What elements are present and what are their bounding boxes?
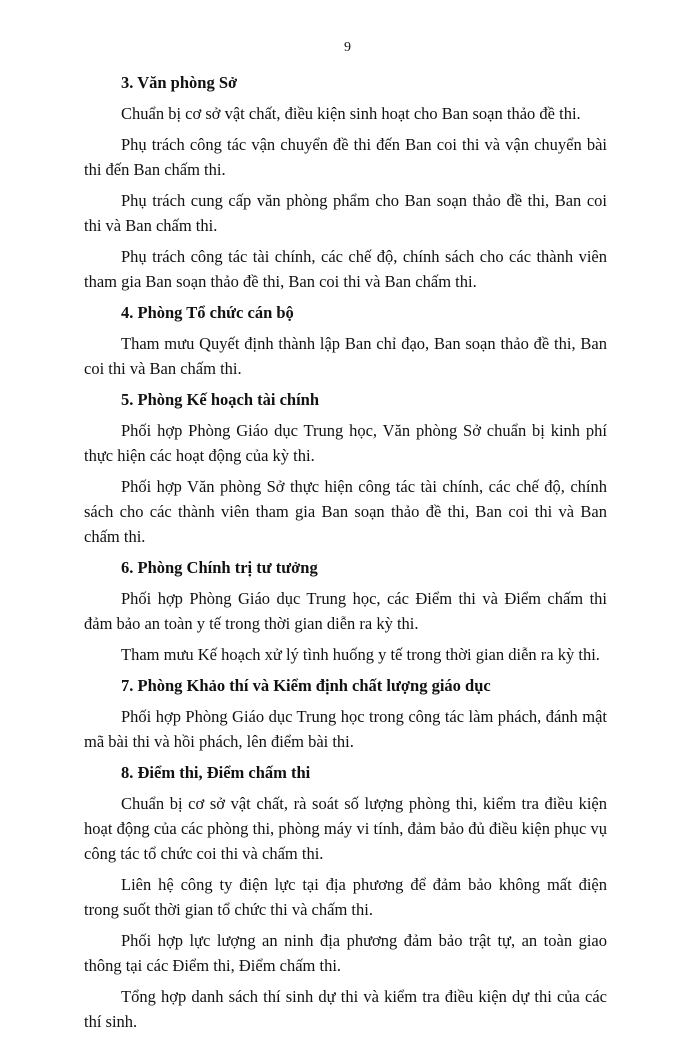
- paragraph: Tham mưu Quyết định thành lập Ban chỉ đạo, Ban soạn thảo đề thi, Ban coi thi và Ban chấm thi.: [84, 334, 607, 378]
- paragraph: Tham mưu Kế hoạch xử lý tình huống y tế trong thời gian diễn ra kỳ thi.: [121, 645, 600, 664]
- section-heading: 8. Điểm thi, Điểm chấm thi: [121, 763, 311, 782]
- paragraph: Phối hợp Văn phòng Sở thực hiện công tác tài chính, các chế độ, chính sách cho các thành viên tham gia Ban soạn thảo đề thi, Ban coi thi và Ban chấm thi.: [84, 477, 607, 546]
- section-van-phong-so: [84, 70, 607, 294]
- document-body: [84, 70, 607, 1040]
- paragraph: Phối hợp Phòng Giáo dục Trung học, các Điểm thi và Điểm chấm thi đảm bảo an toàn y tế trong thời gian diễn ra kỳ thi.: [84, 589, 607, 633]
- section-heading: 4. Phòng Tổ chức cán bộ: [121, 303, 294, 322]
- section-to-chuc-can-bo: [84, 300, 607, 381]
- section-heading: 3. Văn phòng Sở: [121, 73, 238, 92]
- section-khao-thi: [84, 673, 607, 754]
- section-heading: 6. Phòng Chính trị tư tưởng: [121, 558, 318, 577]
- page-number: 9: [344, 40, 351, 55]
- section-heading: 5. Phòng Kế hoạch tài chính: [121, 390, 320, 409]
- section-ke-hoach-tai-chinh: [84, 387, 607, 549]
- paragraph: Chuẩn bị cơ sở vật chất, điều kiện sinh hoạt cho Ban soạn thảo đề thi.: [121, 104, 581, 123]
- section-chinh-tri-tu-tuong: [84, 555, 607, 667]
- section-diem-thi: [84, 760, 607, 1034]
- paragraph: Phụ trách công tác tài chính, các chế độ, chính sách cho các thành viên tham gia Ban soạn thảo đề thi, Ban coi thi và Ban chấm thi.: [84, 247, 607, 291]
- paragraph: Phụ trách cung cấp văn phòng phẩm cho Ban soạn thảo đề thi, Ban coi thi và Ban chấm thi.: [84, 191, 607, 235]
- paragraph: Phụ trách công tác vận chuyển đề thi đến Ban coi thi và vận chuyển bài thi đến Ban chấm thi.: [84, 135, 607, 179]
- section-heading: 7. Phòng Khảo thí và Kiểm định chất lượng giáo dục: [121, 676, 491, 695]
- paragraph: Phối hợp Phòng Giáo dục Trung học trong công tác làm phách, đánh mật mã bài thi và hồi phách, lên điểm bài thi.: [84, 707, 607, 751]
- paragraph: Phối hợp lực lượng an ninh địa phương đảm bảo trật tự, an toàn giao thông tại các Điểm thi, Điểm chấm thi.: [84, 931, 607, 975]
- paragraph: Phối hợp Phòng Giáo dục Trung học, Văn phòng Sở chuẩn bị kinh phí thực hiện các hoạt động của kỳ thi.: [84, 421, 607, 465]
- paragraph: Tổng hợp danh sách thí sinh dự thi và kiểm tra điều kiện dự thi của các thí sinh.: [84, 987, 607, 1031]
- paragraph: Liên hệ công ty điện lực tại địa phương để đảm bảo không mất điện trong suốt thời gian tổ chức thi và chấm thi.: [84, 875, 607, 919]
- paragraph: Chuẩn bị cơ sở vật chất, rà soát số lượng phòng thi, kiểm tra điều kiện hoạt động của các phòng thi, phòng máy vi tính, đảm bảo đủ điều kiện phục vụ công tác tổ chức coi thi và chấm thi.: [84, 794, 607, 863]
